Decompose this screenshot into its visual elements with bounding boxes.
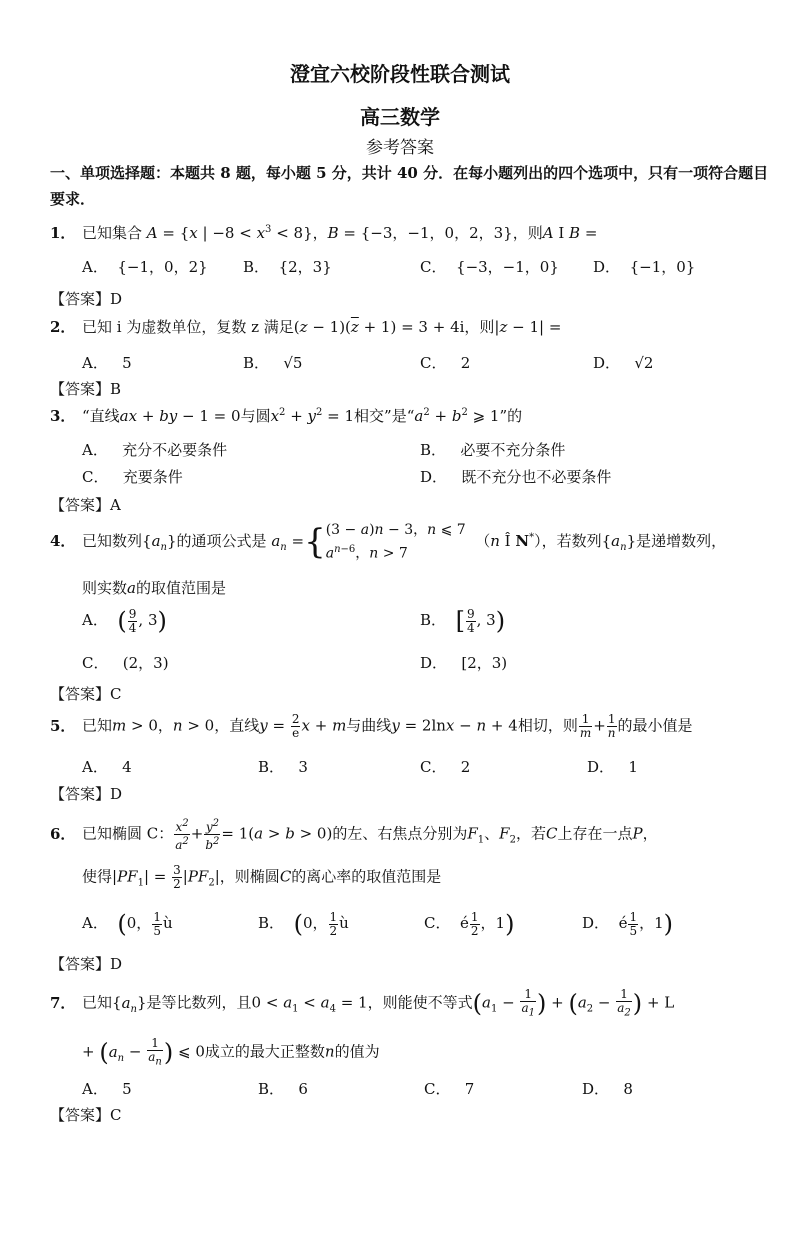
answer-2: 【答案】B <box>50 380 122 398</box>
option-a: A． 充分不必要条件 <box>82 441 228 459</box>
option-a: A． ( $\frac{9}{4}$ , 3) <box>82 606 167 635</box>
option-c: C． 充要条件 <box>82 468 183 486</box>
question-2: 2． 已知 i 为虚数单位，复数 z 满足$(z - 1)(\overline{z} + 1) = 3 + 4i$，则|z − 1| = <box>50 318 562 336</box>
option-c: C． 2 <box>420 758 471 776</box>
subtitle: 参考答案 <box>366 138 434 158</box>
option-a: A． {−1，0，2} <box>82 258 208 276</box>
answer-4: 【答案】C <box>50 685 122 703</box>
option-a: A． (0， $\frac{1}{5}$ ù <box>82 909 173 938</box>
option-b: B． 6 <box>258 1080 308 1098</box>
question-text-suffix: ，则 <box>512 224 543 242</box>
option-b: B． {2，3} <box>243 258 332 276</box>
answer-6: 【答案】D <box>50 955 123 973</box>
option-b: B． 3 <box>258 758 308 776</box>
question-4: 4． 已知数列$\{a_n\}$的通项公式是 $a_n =\{(3 - a)n - 3$，n ⩽ 7 $a^{n-6}$，n > 7 （n Î N*），若数列$\{a_n\}$是递增数列， <box>50 521 727 562</box>
option-b: B． [ $\frac{9}{4}$ , 3) <box>420 606 506 635</box>
option-d: D． 1 <box>587 758 638 776</box>
question-number: 1． <box>50 224 76 242</box>
question-5: 5． 已知m > 0，n > 0，直线y = $\frac{2}{e}$ x + m与曲线y = 2lnx − n + 4相切，则 $\frac{1}{m}$ + $\frac{1}{n}$ 的最小值是 <box>50 712 693 740</box>
option-b: B． 必要不充分条件 <box>420 441 566 459</box>
option-b: B． (0， $\frac{1}{2}$ ù <box>258 909 349 938</box>
page-title: 澄宜六校阶段性联合测试 <box>290 62 510 86</box>
option-d: D． é $\frac{1}{5}$ ，1) <box>582 909 674 938</box>
answer-1: 【答案】D <box>50 290 123 308</box>
answer-5: 【答案】D <box>50 785 123 803</box>
option-d: D． [2，3) <box>420 654 508 672</box>
question-6-line2: 使得$|PF_1|$ = $\frac{3}{2}$ $|PF_2|$，则椭圆C的离心率的取值范围是 <box>82 863 442 891</box>
option-b: B． √5 <box>243 354 303 372</box>
option-a: A． 5 <box>82 1080 132 1098</box>
option-c: C． 2 <box>420 354 471 372</box>
subject-title: 高三数学 <box>360 105 440 129</box>
option-c: C． (2，3) <box>82 654 169 672</box>
option-c: C． {−3，−1，0} <box>420 258 559 276</box>
option-d: D． {−1，0} <box>593 258 696 276</box>
question-text: 已知集合 <box>82 224 143 242</box>
question-3: 3． “直线ax + by − 1 = 0与圆$x^2 + y^2 = 1$相交”是“$a^2 + b^2$ ⩾ 1”的 <box>50 407 523 425</box>
question-4-line2: 则实数a的取值范围是 <box>82 579 226 597</box>
question-7: 7． 已知$\{a_n\}$是等比数列，且$0 < a_1 < a_4 = 1$，则能使不等式($a_1$ − $\frac{1}{a_1}$ ) + ($a_2$ − $\frac{1}{a_2}$ ) + L <box>50 987 675 1019</box>
question-7-line2: + ($a_n$ − $\frac{1}{a_n}$ ) ⩽ 0成立的最大正整数n的值为 <box>82 1036 380 1068</box>
answer-7: 【答案】C <box>50 1106 122 1124</box>
option-a: A． 4 <box>82 758 132 776</box>
answer-3: 【答案】A <box>50 496 121 514</box>
option-d: D． √2 <box>593 354 654 372</box>
question-1: 1． 已知集合 A = {x | $-8 < x^3 < 8$}，B = {−3，−1，0，2，3}，则A I B = <box>50 224 598 242</box>
option-d: D． 既不充分也不必要条件 <box>420 468 612 486</box>
section-heading: 一、单项选择题：本题共 8 题，每小题 5 分，共计 40 分．在每小题列出的四个选项中，只有一项符合题目要求． <box>50 164 769 208</box>
option-d: D． 8 <box>582 1080 633 1098</box>
option-a: A． 5 <box>82 354 132 372</box>
question-6: 6． 已知椭圆 C： $\frac{x^2}{a^2}$ + $\frac{y^2}{b^2}$ = 1(a > b > 0)的左、右焦点分别为$F_1$、$F_2$，若C上存在一点P， <box>50 818 658 852</box>
option-c: C． é $\frac{1}{2}$ ，1) <box>424 909 515 938</box>
option-c: C． 7 <box>424 1080 475 1098</box>
